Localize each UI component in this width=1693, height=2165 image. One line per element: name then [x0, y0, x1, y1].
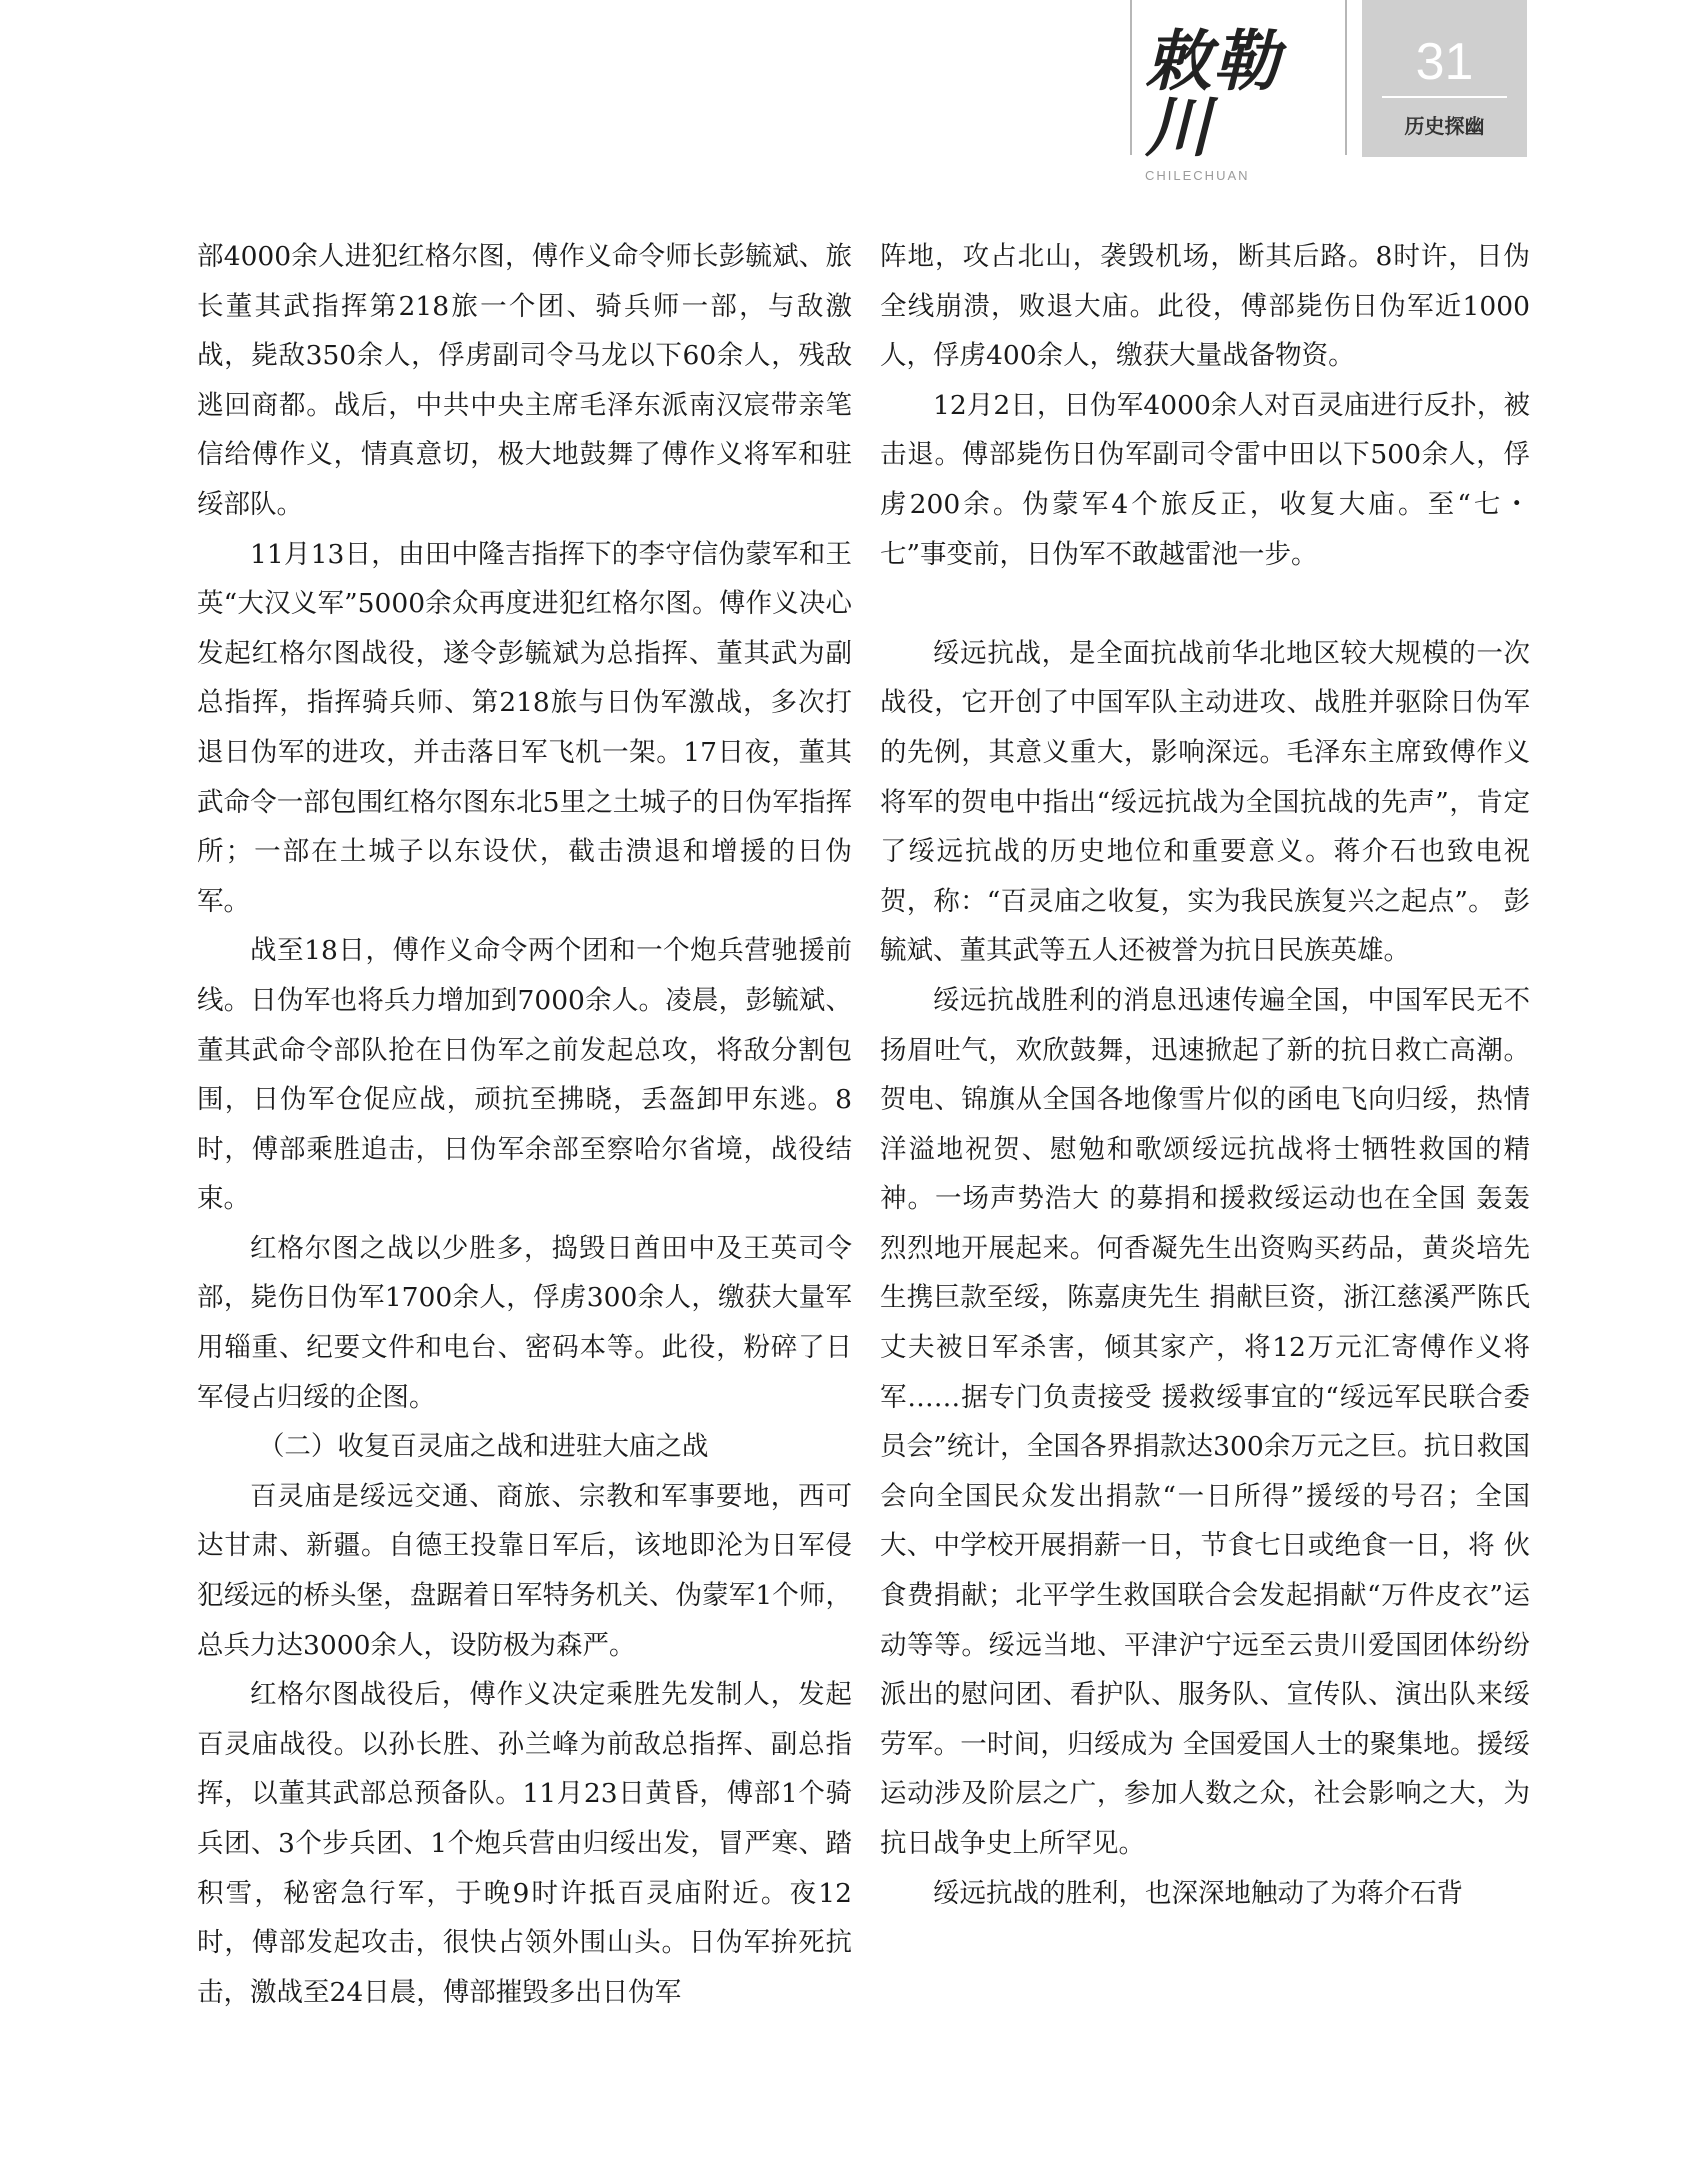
logo-subtitle: CHILECHUAN: [1145, 168, 1250, 183]
left-column: [197, 232, 852, 2017]
paragraph: 红格尔图战役后，傅作义决定乘胜先发制人，发起百灵庙战役。以孙长胜、孙兰峰为前敌总指挥、副总指挥，以董其武部总预备队。11月23日黄昏，傅部1个骑兵团、3个步兵团、1个炮兵营由归绥出发，冒严寒、踏积雪，秘密急行军，于晚9时许抵百灵庙附近。夜12时，傅部发起攻击，很快占领外围山头。日伪军拚死抗击，激战至24日晨，傅部摧毁多出日伪军: [197, 1679, 852, 2008]
page-number: 31: [1415, 33, 1474, 91]
section-title: 历史探幽: [1404, 114, 1485, 138]
header-divider-right: [1345, 0, 1347, 155]
paragraph: 绥远抗战，是全面抗战前华北地区较大规模的一次战役，它开创了中国军队主动进攻、战胜并驱除日伪军的先例，其意义重大，影响深远。毛泽东主席致傅作义将军的贺电中指出“绥远抗战为全国抗战的先声”，肯定了绥远抗战的历史地位和重要意义。蒋介石也致电祝贺，称：“百灵庙之收复，实为我民族复兴之起点”。 彭毓斌、董其武等五人还被誉为抗日民族英雄。: [880, 637, 1530, 967]
paragraph: 阵地，攻占北山，袭毁机场，断其后路。8时许，日伪全线崩溃，败退大庙。此役，傅部毙伤日伪军近1000人，俘虏400余人，缴获大量战备物资。: [880, 241, 1530, 372]
subsection-heading: （二）收复百灵庙之战和进驻大庙之战: [257, 1431, 709, 1463]
paragraph: 部4000余人进犯红格尔图，傅作义命令师长彭毓斌、旅长董其武指挥第218旅一个团、骑兵师一部，与敌激战，毙敌350余人，俘虏副司令马龙以下60余人，残敌逃回商都。战后，中共中央主席毛泽东派南汉宸带亲笔信给傅作义，情真意切，极大地鼓舞了傅作义将军和驻绥部队。: [197, 241, 852, 520]
magazine-logo: [1145, 22, 1340, 183]
page-number-box: [1362, 0, 1527, 157]
page-number-divider: [1382, 96, 1507, 98]
paragraph: 战至18日，傅作义命令两个团和一个炮兵营驰援前线。日伪军也将兵力增加到7000余人。凌晨，彭毓斌、董其武命令部队抢在日伪军之前发起总攻，将敌分割包围，日伪军仓促应战，顽抗至拂晓，丢盔卸甲东逃。8时，傅部乘胜追击，日伪军余部至察哈尔省境，战役结束。: [197, 935, 852, 1215]
paragraph: 12月2日，日伪军4000余人对百灵庙进行反扑，被击退。傅部毙伤日伪军副司令雷中田以下500余人，俘虏200余。伪蒙军4个旅反正，收复大庙。至“七・七”事变前，日伪军不敢越雷池一步。: [880, 389, 1530, 570]
page-header: [0, 0, 1693, 183]
logo-calligraphy: 敕勒川: [1145, 22, 1281, 166]
paragraph: 百灵庙是绥远交通、商旅、宗教和军事要地，西可达甘肃、新疆。自德王投靠日军后，该地即沦为日军侵犯绥远的桥头堡，盘踞着日军特务机关、伪蒙军1个师，总兵力达3000余人，设防极为森严。: [197, 1480, 852, 1661]
right-column: [880, 232, 1530, 1918]
paragraph: 11月13日，由田中隆吉指挥下的李守信伪蒙军和王英“大汉义军”5000余众再度进犯红格尔图。傅作义决心发起红格尔图战役，遂令彭毓斌为总指挥、董其武为副总指挥，指挥骑兵师、第218旅与日伪军激战，多次打退日伪军的进攻，并击落日军飞机一架。17日夜，董其武命令一部包围红格尔图东北5里之土城子的日伪军指挥所；一部在土城子以东设伏，截击溃退和增援的日伪军。: [197, 538, 852, 917]
paragraph: 绥远抗战的胜利，也深深地触动了为蒋介石背: [933, 1877, 1463, 1909]
header-divider-left: [1130, 0, 1132, 155]
paragraph: 红格尔图之战以少胜多，捣毁日酋田中及王英司令部，毙伤日伪军1700余人，俘虏300余人，缴获大量军用辎重、纪要文件和电台、密码本等。此役，粉碎了日军侵占归绥的企图。: [197, 1232, 852, 1413]
paragraph: 绥远抗战胜利的消息迅速传遍全国，中国军民无不扬眉吐气，欢欣鼓舞，迅速掀起了新的抗日救亡高潮。贺电、锦旗从全国各地像雪片似的函电飞向归绥，热情洋溢地祝贺、慰勉和歌颂绥远抗战将士牺牲救国的精神。一场声势浩大 的募捐和援救绥运动也在全国 轰轰烈烈地开展起来。何香凝先生出资购买药品，黄炎培先生携巨款至绥，陈嘉庚先生 捐献巨资，浙江慈溪严陈氏丈夫被日军杀害，倾其家产，将12万元汇寄傅作义将军……据专门负责接受 援救绥事宜的“绥远军民联合委员会”统计，全国各界捐款达300余万元之巨。抗日救国会向全国民众发出捐款“一日所得”援绥的号召；全国大、中学校开展捐薪一日，节食七日或绝食一日，将 伙食费捐献；北平学生救国联合会发起捐献“万件皮衣”运动等等。绥远当地、平津沪宁远至云贵川爱国团体纷纷派出的慰问团、看护队、服务队、宣传队、演出队来绥劳军。一时间，归绥成为 全国爱国人士的聚集地。援绥运动涉及阶层之广，参加人数之众，社会影响之大，为抗日战争史上所罕见。: [880, 984, 1530, 1859]
